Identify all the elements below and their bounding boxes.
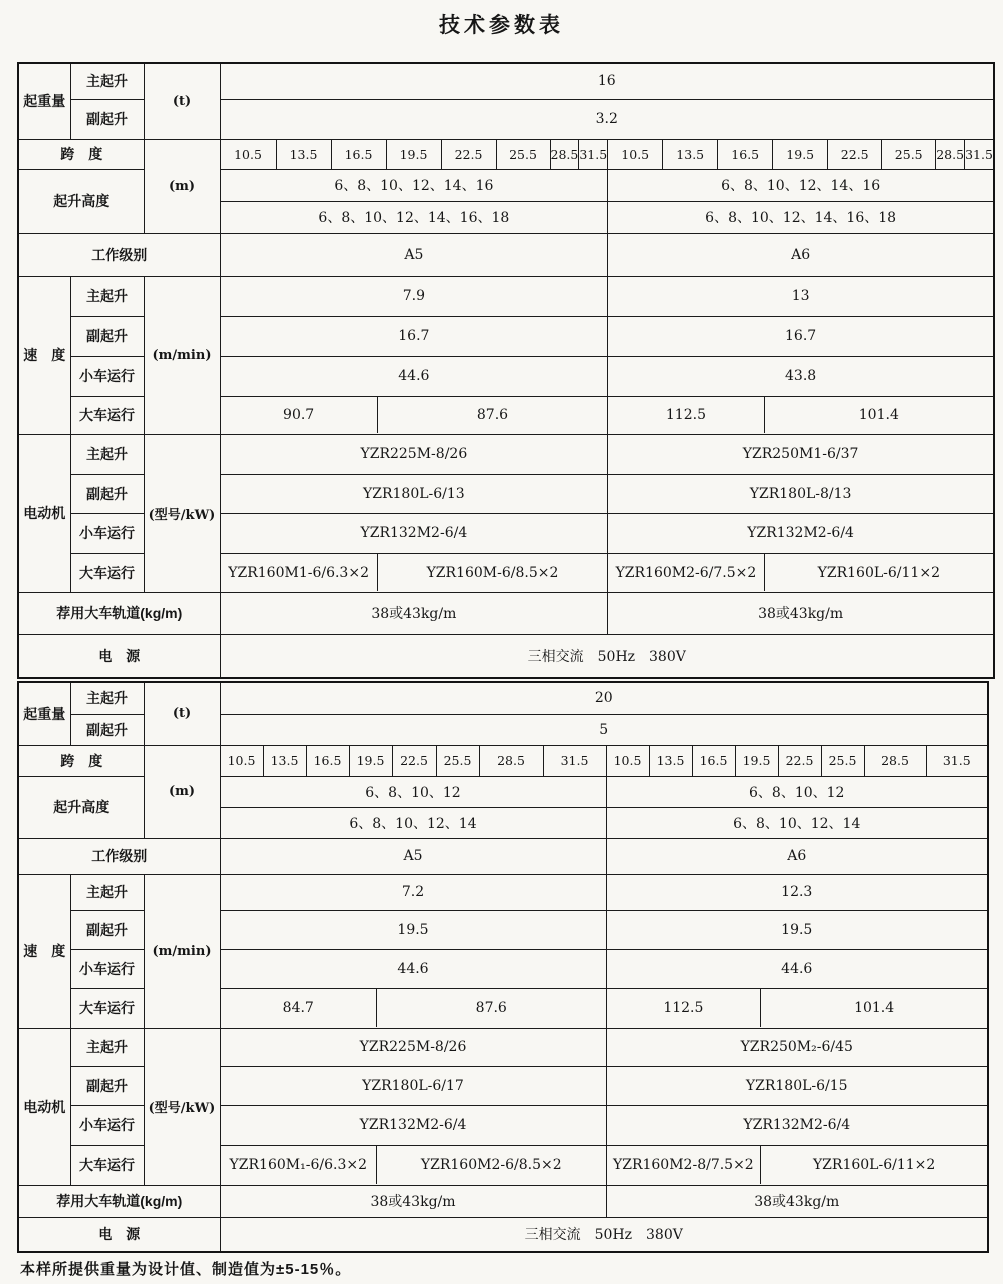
power-source-label: 电 源 bbox=[18, 634, 220, 678]
span-value: 31.5 bbox=[965, 139, 994, 169]
span-value: 19.5 bbox=[349, 745, 392, 776]
span-value: 13.5 bbox=[649, 745, 692, 776]
span-value: 13.5 bbox=[263, 745, 306, 776]
motor-group-label: 电动机 bbox=[18, 434, 70, 592]
aux-hoist-label: 副起升 bbox=[70, 910, 144, 949]
power-source-label: 电 源 bbox=[18, 1217, 220, 1252]
span-value: 22.5 bbox=[778, 745, 821, 776]
span-value: 25.5 bbox=[882, 139, 936, 169]
table-row bbox=[18, 682, 988, 714]
lift-height-row1-right: 6、8、10、12 bbox=[606, 776, 988, 807]
span-label: 跨 度 bbox=[18, 745, 144, 776]
speed-crane-value: 101.4 bbox=[858, 407, 899, 423]
lift-height-row2-right: 6、8、10、12、14、16、18 bbox=[608, 201, 994, 233]
span-value: 10.5 bbox=[220, 139, 276, 169]
span-label: 跨 度 bbox=[18, 139, 144, 169]
speed-crane-value: 112.5 bbox=[608, 397, 764, 433]
rail-label: 荐用大车轨道(kg/m) bbox=[18, 592, 220, 634]
unit-t-label: (t) bbox=[144, 682, 220, 745]
duty-class-right: A6 bbox=[608, 233, 994, 276]
duty-class-right: A6 bbox=[606, 838, 988, 874]
span-value: 25.5 bbox=[821, 745, 864, 776]
main-hoist-label: 主起升 bbox=[70, 63, 144, 99]
table-row bbox=[18, 276, 994, 316]
rail-label: 荐用大车轨道(kg/m) bbox=[18, 1185, 220, 1217]
capacity-aux-value: 3.2 bbox=[220, 99, 994, 139]
motor-crane-value: YZR160M1-6/6.3×2 bbox=[221, 554, 378, 591]
motor-crane-value: YZR160L-6/11×2 bbox=[812, 1157, 936, 1173]
motor-crane-value: YZR160M₁-6/6.3×2 bbox=[221, 1146, 378, 1184]
speed-crane-value: 90.7 bbox=[221, 397, 378, 433]
table-row bbox=[18, 1185, 988, 1217]
motor-main-left: YZR225M-8/26 bbox=[220, 1028, 606, 1066]
lift-height-row1-left: 6、8、10、12、14、16 bbox=[220, 169, 608, 201]
lift-height-label: 起升高度 bbox=[18, 169, 144, 233]
rail-right: 38或43kg/m bbox=[606, 1185, 988, 1217]
speed-crane-right-cell bbox=[608, 396, 994, 434]
speed-crane-value: 84.7 bbox=[221, 989, 378, 1027]
motor-trolley-right: YZR132M2-6/4 bbox=[606, 1105, 988, 1145]
main-hoist-label: 主起升 bbox=[70, 434, 144, 474]
aux-hoist-label: 副起升 bbox=[70, 714, 144, 745]
motor-main-right: YZR250M₂-6/45 bbox=[606, 1028, 988, 1066]
crane-travel-label: 大车运行 bbox=[70, 988, 144, 1028]
span-value: 16.5 bbox=[331, 139, 386, 169]
unit-model-label: (型号/kW) bbox=[144, 1028, 220, 1185]
motor-aux-left: YZR180L-6/17 bbox=[220, 1066, 606, 1105]
speed-main-right: 13 bbox=[608, 276, 994, 316]
trolley-travel-label: 小车运行 bbox=[70, 949, 144, 988]
rail-left: 38或43kg/m bbox=[220, 592, 608, 634]
motor-group-label: 电动机 bbox=[18, 1028, 70, 1185]
duty-class-label: 工作级别 bbox=[18, 233, 220, 276]
motor-crane-right-cell bbox=[606, 1145, 988, 1185]
speed-main-left: 7.2 bbox=[220, 874, 606, 910]
span-value: 28.5 bbox=[864, 745, 926, 776]
lift-height-label: 起升高度 bbox=[18, 776, 144, 838]
rail-left: 38或43kg/m bbox=[220, 1185, 606, 1217]
span-value: 19.5 bbox=[735, 745, 778, 776]
capacity-main-value: 16 bbox=[220, 63, 994, 99]
motor-aux-left: YZR180L-6/13 bbox=[220, 474, 608, 513]
duty-class-left: A5 bbox=[220, 838, 606, 874]
motor-aux-right: YZR180L-8/13 bbox=[608, 474, 994, 513]
capacity-group-label: 起重量 bbox=[18, 63, 70, 139]
lift-height-row2-left: 6、8、10、12、14 bbox=[220, 807, 606, 838]
speed-aux-right: 16.7 bbox=[608, 316, 994, 356]
unit-mmin-label: (m/min) bbox=[144, 276, 220, 434]
span-value: 13.5 bbox=[663, 139, 718, 169]
speed-crane-value: 87.6 bbox=[475, 1000, 507, 1016]
span-value: 22.5 bbox=[441, 139, 496, 169]
motor-crane-value: YZR160M2-6/8.5×2 bbox=[420, 1157, 562, 1173]
speed-aux-left: 19.5 bbox=[220, 910, 606, 949]
span-value: 13.5 bbox=[276, 139, 331, 169]
aux-hoist-label: 副起升 bbox=[70, 99, 144, 139]
capacity-main-value: 20 bbox=[220, 682, 988, 714]
speed-trolley-right: 43.8 bbox=[608, 356, 994, 396]
duty-class-label: 工作级别 bbox=[18, 838, 220, 874]
trolley-travel-label: 小车运行 bbox=[70, 356, 144, 396]
span-value: 31.5 bbox=[926, 745, 988, 776]
speed-crane-value: 87.6 bbox=[476, 407, 509, 423]
motor-crane-value: YZR160L-6/11×2 bbox=[817, 564, 940, 581]
table-row bbox=[18, 745, 988, 776]
crane-travel-label: 大车运行 bbox=[70, 396, 144, 434]
speed-crane-right-cell bbox=[606, 988, 988, 1028]
main-hoist-label: 主起升 bbox=[70, 874, 144, 910]
span-value: 28.5 bbox=[936, 139, 965, 169]
rail-right: 38或43kg/m bbox=[608, 592, 994, 634]
speed-crane-left-cell bbox=[220, 396, 608, 434]
capacity-group-label: 起重量 bbox=[18, 682, 70, 745]
page-title: 技术参数表 bbox=[439, 14, 564, 37]
motor-crane-value: YZR160M-6/8.5×2 bbox=[426, 564, 559, 581]
motor-main-right: YZR250M1-6/37 bbox=[608, 434, 994, 474]
unit-m-label: (m) bbox=[144, 745, 220, 838]
motor-aux-right: YZR180L-6/15 bbox=[606, 1066, 988, 1105]
spec-table-20t bbox=[17, 681, 989, 1253]
unit-mmin-label: (m/min) bbox=[144, 874, 220, 1028]
span-value: 22.5 bbox=[828, 139, 882, 169]
main-hoist-label: 主起升 bbox=[70, 682, 144, 714]
lift-height-row2-left: 6、8、10、12、14、16、18 bbox=[220, 201, 608, 233]
table-row bbox=[18, 63, 994, 99]
capacity-aux-value: 5 bbox=[220, 714, 988, 745]
span-value: 31.5 bbox=[579, 139, 608, 169]
speed-trolley-right: 44.6 bbox=[606, 949, 988, 988]
span-value: 31.5 bbox=[543, 745, 606, 776]
table-row bbox=[18, 874, 988, 910]
table-row bbox=[18, 434, 994, 474]
power-source-value: 三相交流 50Hz 380V bbox=[220, 634, 994, 678]
motor-crane-value: YZR160M2-8/7.5×2 bbox=[607, 1146, 762, 1184]
motor-crane-left-cell bbox=[220, 553, 608, 592]
footnote: 本样所提供重量为设计值、制造值为±5-15％。 bbox=[20, 1261, 352, 1278]
unit-t-label: (t) bbox=[144, 63, 220, 139]
speed-group-label: 速 度 bbox=[18, 874, 70, 1028]
table-row bbox=[18, 1028, 988, 1066]
main-hoist-label: 主起升 bbox=[70, 276, 144, 316]
span-value: 10.5 bbox=[606, 745, 649, 776]
speed-trolley-left: 44.6 bbox=[220, 949, 606, 988]
lift-height-row1-right: 6、8、10、12、14、16 bbox=[608, 169, 994, 201]
span-value: 22.5 bbox=[392, 745, 436, 776]
motor-crane-left-cell bbox=[220, 1145, 606, 1185]
trolley-travel-label: 小车运行 bbox=[70, 1105, 144, 1145]
speed-crane-left-cell bbox=[220, 988, 606, 1028]
span-value: 10.5 bbox=[608, 139, 663, 169]
unit-m-label: (m) bbox=[144, 139, 220, 233]
lift-height-row2-right: 6、8、10、12、14 bbox=[606, 807, 988, 838]
speed-trolley-left: 44.6 bbox=[220, 356, 608, 396]
crane-travel-label: 大车运行 bbox=[70, 1145, 144, 1185]
crane-travel-label: 大车运行 bbox=[70, 553, 144, 592]
table-row bbox=[18, 634, 994, 678]
span-value: 25.5 bbox=[496, 139, 550, 169]
span-value: 10.5 bbox=[220, 745, 263, 776]
motor-crane-right-cell bbox=[608, 553, 994, 592]
span-value: 16.5 bbox=[306, 745, 349, 776]
aux-hoist-label: 副起升 bbox=[70, 316, 144, 356]
speed-group-label: 速 度 bbox=[18, 276, 70, 434]
speed-main-left: 7.9 bbox=[220, 276, 608, 316]
table-row bbox=[18, 1217, 988, 1252]
motor-trolley-left: YZR132M2-6/4 bbox=[220, 513, 608, 553]
duty-class-left: A5 bbox=[220, 233, 608, 276]
span-value: 28.5 bbox=[550, 139, 579, 169]
speed-crane-value: 112.5 bbox=[607, 989, 762, 1027]
table-row bbox=[18, 838, 988, 874]
span-value: 19.5 bbox=[386, 139, 441, 169]
span-value: 16.5 bbox=[692, 745, 735, 776]
lift-height-row1-left: 6、8、10、12 bbox=[220, 776, 606, 807]
table-row bbox=[18, 233, 994, 276]
aux-hoist-label: 副起升 bbox=[70, 474, 144, 513]
speed-aux-left: 16.7 bbox=[220, 316, 608, 356]
table-row bbox=[18, 139, 994, 169]
motor-trolley-left: YZR132M2-6/4 bbox=[220, 1105, 606, 1145]
spec-table-16t bbox=[17, 62, 995, 679]
aux-hoist-label: 副起升 bbox=[70, 1066, 144, 1105]
motor-main-left: YZR225M-8/26 bbox=[220, 434, 608, 474]
span-value: 28.5 bbox=[479, 745, 543, 776]
power-source-value: 三相交流 50Hz 380V bbox=[220, 1217, 988, 1252]
span-value: 25.5 bbox=[436, 745, 479, 776]
span-value: 19.5 bbox=[773, 139, 828, 169]
table-row bbox=[18, 592, 994, 634]
motor-trolley-right: YZR132M2-6/4 bbox=[608, 513, 994, 553]
speed-main-right: 12.3 bbox=[606, 874, 988, 910]
span-value: 16.5 bbox=[718, 139, 773, 169]
motor-crane-value: YZR160M2-6/7.5×2 bbox=[608, 554, 764, 591]
speed-crane-value: 101.4 bbox=[854, 1000, 895, 1016]
trolley-travel-label: 小车运行 bbox=[70, 513, 144, 553]
main-hoist-label: 主起升 bbox=[70, 1028, 144, 1066]
unit-model-label: (型号/kW) bbox=[144, 434, 220, 592]
speed-aux-right: 19.5 bbox=[606, 910, 988, 949]
